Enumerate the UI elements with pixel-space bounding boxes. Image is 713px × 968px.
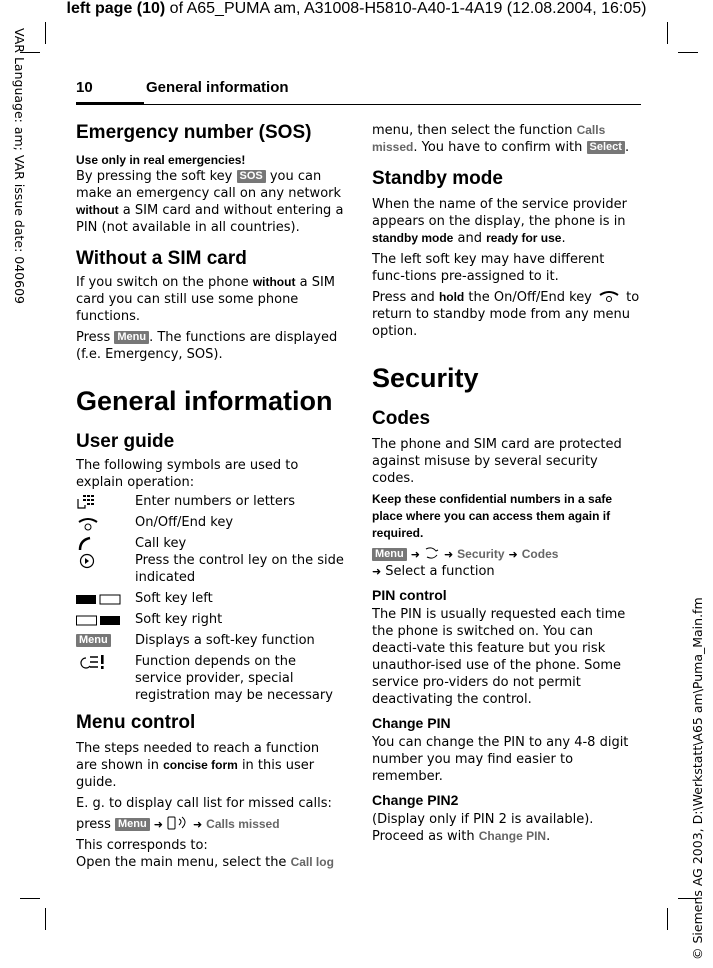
standby-heading: Standby mode bbox=[372, 168, 503, 189]
symbol-row bbox=[76, 653, 344, 704]
symbol-desc: Enter numbers or letters bbox=[135, 494, 296, 509]
menucontrol-text-1: The steps needed to reach a function are shown in concise form in this user guide. bbox=[76, 741, 320, 790]
running-header: left page (10) of A65_PUMA am, A31008-H5810-A40-1-4A19 (12.08.2004, 16:05) bbox=[66, 0, 647, 17]
symbol-row bbox=[76, 632, 344, 649]
symbol-desc: Displays a soft-key function bbox=[135, 633, 315, 648]
settings-menu-icon bbox=[424, 546, 440, 560]
nosim-text-1: If you switch on the phone without a SIM card you can still use some phone functions. bbox=[76, 275, 336, 324]
arrow-icon: ➜ bbox=[508, 548, 518, 561]
select-softkey: Select bbox=[587, 141, 625, 154]
standby-text-2: The left soft key may have different func-tions pre-assigned to it. bbox=[372, 252, 605, 284]
symbol-row bbox=[76, 535, 344, 552]
pin-heading: PIN control bbox=[372, 587, 447, 603]
header-rule bbox=[76, 104, 641, 105]
left-column bbox=[76, 122, 344, 871]
provider-icon bbox=[76, 654, 126, 670]
symbol-desc: Press the control ley on the side indicated bbox=[135, 553, 344, 585]
symbol-row bbox=[76, 590, 344, 607]
page-number: 10 bbox=[76, 79, 93, 96]
codes-warning: Keep these confidential numbers in a safe place where you can access them again if required. bbox=[372, 492, 613, 540]
menucontrol-text-3: Open the main menu, select the Call log bbox=[76, 855, 334, 870]
standby-text-3: Press and hold the On/Off/End key to return to standby mode from any menu option. bbox=[372, 290, 640, 339]
nosim-text-2: Press Menu . The functions are displayed (f.e. Emergency, SOS). bbox=[76, 330, 338, 362]
call-key-icon bbox=[76, 536, 126, 552]
symbol-row bbox=[76, 514, 344, 531]
symbol-row bbox=[76, 493, 344, 510]
general-information-heading: General information bbox=[76, 386, 333, 416]
emergency-heading: Emergency number (SOS) bbox=[76, 122, 312, 143]
menucontrol-path: press Menu ➜ ➜ Calls missed bbox=[76, 817, 280, 832]
crop-mark bbox=[20, 898, 40, 899]
menu-softkey: Menu bbox=[372, 548, 407, 561]
changepin2-text: (Display only if PIN 2 is available). Proceed as with Change PIN. bbox=[372, 812, 594, 844]
side-note-right: © Siemens AG 2003, D:\Werkstatt\A65 am\Puma_Main.fm bbox=[690, 597, 705, 960]
side-note-left: VAR Language: am; VAR issue date: 040609 bbox=[12, 28, 27, 304]
emergency-warning: Use only in real emergencies! bbox=[76, 153, 246, 167]
nosim-heading: Without a SIM card bbox=[76, 248, 247, 269]
codes-heading: Codes bbox=[372, 408, 431, 429]
menucontrol-text-2: E. g. to display call list for missed calls: bbox=[76, 796, 332, 811]
arrow-icon: ➜ bbox=[443, 548, 454, 561]
page-header-title: General information bbox=[146, 79, 289, 96]
security-heading: Security bbox=[372, 363, 479, 393]
symbol-desc: Soft key right bbox=[135, 612, 223, 627]
arrow-icon: ➜ bbox=[372, 565, 382, 578]
crop-mark bbox=[45, 22, 46, 44]
sos-softkey: SOS bbox=[237, 170, 266, 183]
symbol-row bbox=[76, 552, 344, 586]
codes-select: ➜ Select a function bbox=[372, 564, 495, 579]
calls-menu-icon bbox=[167, 816, 189, 830]
userguide-intro: The following symbols are used to explain operation: bbox=[76, 458, 299, 490]
changepin-text: You can change the PIN to any 4-8 digit number you may find easier to remember. bbox=[372, 735, 629, 784]
softkey-right-icon bbox=[76, 612, 126, 628]
emergency-text: By pressing the soft key SOS you can make an emergency call on any network without a SIM card and without entering a PIN (not available in all countries). bbox=[76, 169, 344, 235]
codes-path: Menu ➜ ➜ Security ➜ Codes bbox=[372, 546, 640, 563]
symbol-desc: Soft key left bbox=[135, 591, 213, 606]
symbol-desc: Call key bbox=[135, 536, 187, 551]
crop-mark bbox=[678, 52, 698, 53]
symbol-desc: On/Off/End key bbox=[135, 515, 234, 530]
end-key-icon bbox=[76, 515, 126, 531]
crop-mark bbox=[667, 22, 668, 44]
menu-softkey-icon: Menu bbox=[76, 634, 111, 647]
softkey-left-icon bbox=[76, 591, 126, 607]
pin-text: The PIN is usually requested each time the phone is switched on. You can deacti-vate this feature but you risk unauthor-ised use of the phone. Some service pro-viders do not permit deactivating the control. bbox=[372, 607, 626, 707]
control-key-icon bbox=[76, 553, 126, 569]
changepin2-heading: Change PIN2 bbox=[372, 792, 459, 808]
symbol-desc: Function depends on the service provider, special registration may be necessary bbox=[135, 654, 333, 703]
menu-softkey: Menu bbox=[115, 818, 150, 831]
menucontrol-corresponds: This corresponds to: bbox=[76, 838, 208, 853]
arrow-icon: ➜ bbox=[153, 818, 163, 831]
symbol-row bbox=[76, 611, 344, 628]
arrow-icon: ➜ bbox=[192, 818, 203, 831]
codes-text: The phone and SIM card are protected against misuse by several security codes. bbox=[372, 437, 622, 486]
right-column bbox=[372, 122, 640, 849]
menu-softkey: Menu bbox=[114, 331, 149, 344]
standby-text-1: When the name of the service provider appears on the display, the phone is in standby mode and ready for use. bbox=[372, 197, 627, 246]
menucontrol-heading: Menu control bbox=[76, 712, 196, 733]
arrow-icon: ➜ bbox=[410, 548, 420, 561]
keypad-icon bbox=[76, 494, 126, 510]
crop-mark bbox=[667, 908, 668, 930]
changepin-heading: Change PIN bbox=[372, 715, 451, 731]
continued-text: menu, then select the function Calls missed. You have to confirm with Select . bbox=[372, 123, 630, 155]
userguide-heading: User guide bbox=[76, 431, 175, 452]
end-key-icon bbox=[596, 289, 622, 303]
crop-mark bbox=[45, 908, 46, 930]
